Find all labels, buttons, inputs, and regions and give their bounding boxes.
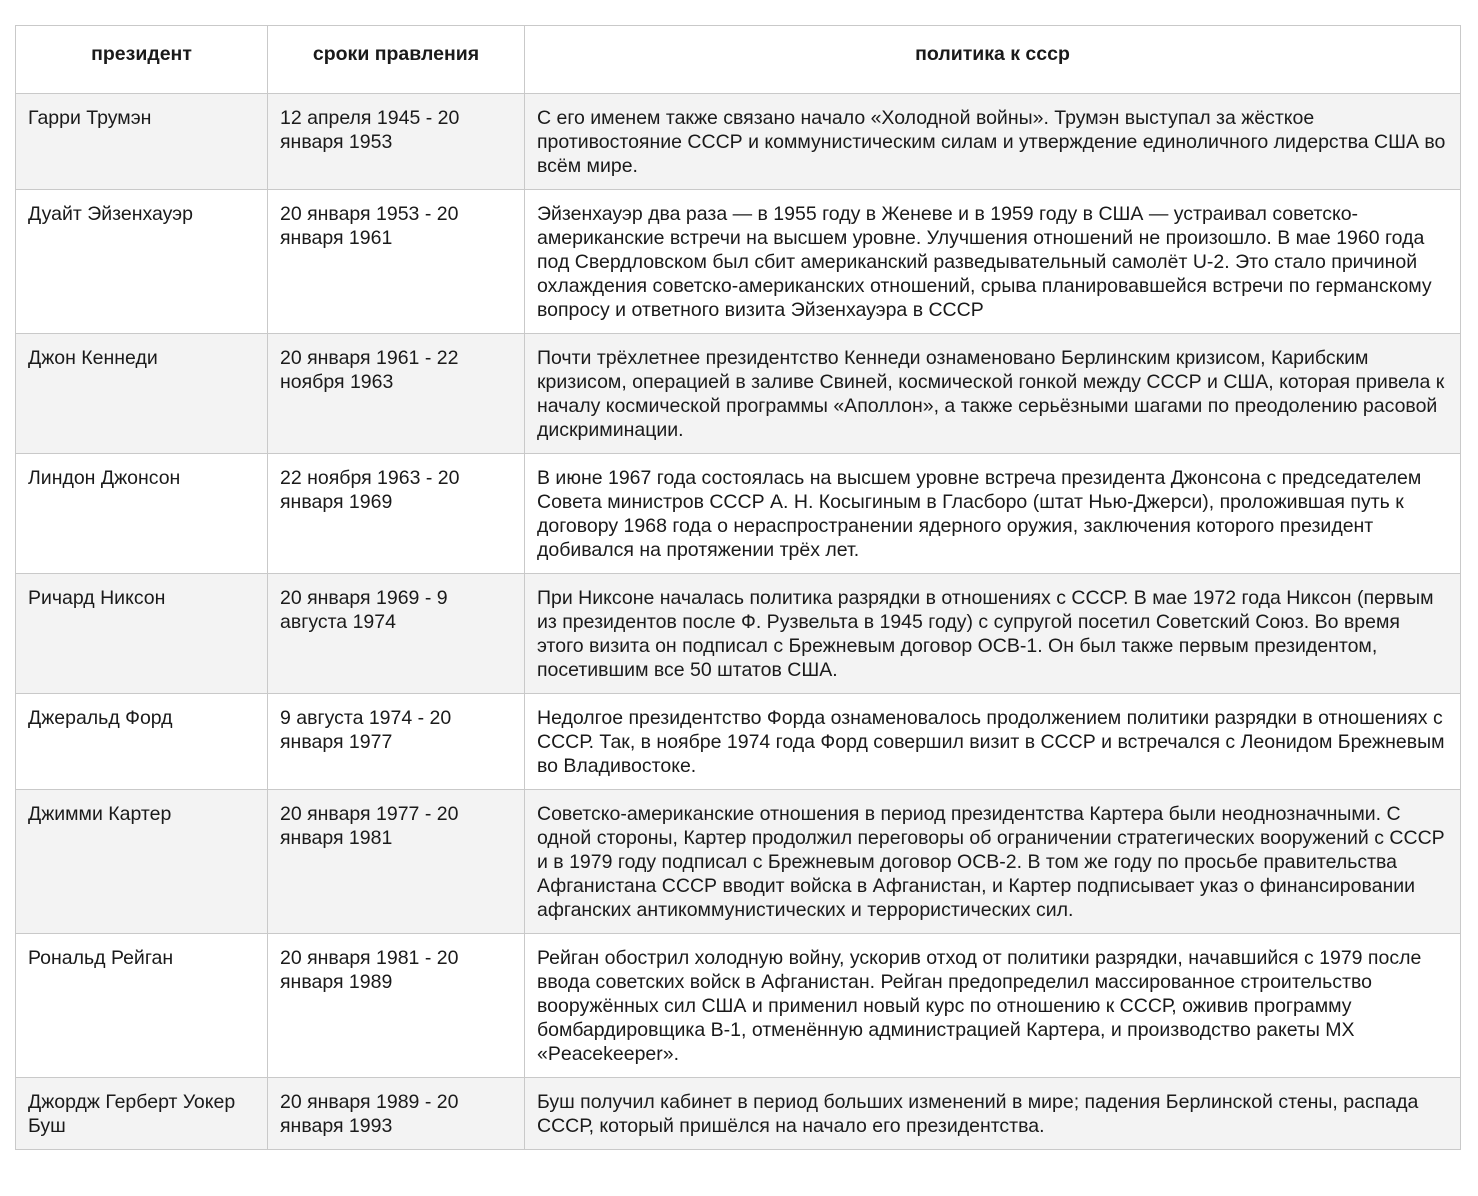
cell-president: Дуайт Эйзенхауэр <box>16 190 268 334</box>
cell-president: Джордж Герберт Уокер Буш <box>16 1078 268 1150</box>
cell-policy: В июне 1967 года состоялась на высшем уровне встреча президента Джонсона с председателем Совета министров СССР А. Н. Косыгиным в Гласборо (штат Нью-Джерси), проложившая путь к договору 1968 года о нераспространении ядерного оружия, заключения которого президент добивался на протяжении трёх лет. <box>525 454 1461 574</box>
table-row <box>16 934 1461 1078</box>
cell-term: 22 ноября 1963 - 20 января 1969 <box>268 454 525 574</box>
table-row <box>16 190 1461 334</box>
table-row <box>16 790 1461 934</box>
cell-policy: Советско-американские отношения в период президентства Картера были неоднозначными. С одной стороны, Картер продолжил переговоры об ограничении стратегических вооружений с СССР и в 1979 году подписал с Брежневым договор ОСВ-2. В том же году по просьбе правительства Афганистана СССР вводит войска в Афганистан, и Картер подписывает указ о финансировании афганских антикоммунистических и террористических сил. <box>525 790 1461 934</box>
presidents-table-container <box>15 25 1460 1150</box>
cell-policy: При Никсоне началась политика разрядки в отношениях с СССР. В мае 1972 года Никсон (первым из президентов после Ф. Рузвельта в 1945 году) с супругой посетил Советский Союз. Во время этого визита он подписал с Брежневым договор ОСВ-1. Он был также первым президентом, посетившим все 50 штатов США. <box>525 574 1461 694</box>
cell-term: 20 января 1969 - 9 августа 1974 <box>268 574 525 694</box>
cell-policy: Недолгое президентство Форда ознаменовалось продолжением политики разрядки в отношениях с СССР. Так, в ноябре 1974 года Форд совершил визит в СССР и встречался с Леонидом Брежневым во Владивостоке. <box>525 694 1461 790</box>
cell-policy: Почти трёхлетнее президентство Кеннеди ознаменовано Берлинским кризисом, Карибским кризисом, операцией в заливе Свиней, космической гонкой между СССР и США, которая привела к началу космической программы «Аполлон», а также серьёзными шагами по преодолению расовой дискриминации. <box>525 334 1461 454</box>
table-row <box>16 574 1461 694</box>
cell-president: Джеральд Форд <box>16 694 268 790</box>
cell-term: 12 апреля 1945 - 20 января 1953 <box>268 94 525 190</box>
cell-policy: Буш получил кабинет в период больших изменений в мире; падения Берлинской стены, распада СССР, который пришёлся на начало его президентства. <box>525 1078 1461 1150</box>
cell-president: Ричард Никсон <box>16 574 268 694</box>
header-president: президент <box>16 26 268 94</box>
cell-president: Джон Кеннеди <box>16 334 268 454</box>
cell-president: Гарри Трумэн <box>16 94 268 190</box>
cell-president: Линдон Джонсон <box>16 454 268 574</box>
cell-term: 20 января 1961 - 22 ноября 1963 <box>268 334 525 454</box>
table-row <box>16 1078 1461 1150</box>
cell-policy: Рейган обострил холодную войну, ускорив отход от политики разрядки, начавшийся с 1979 после ввода советских войск в Афганистан. Рейган предопределил массированное строительство вооружённых сил США и применил новый курс по отношению к СССР, оживив программу бомбардировщика B-1, отменённую администрацией Картера, и производство ракеты MX «Peacekeeper». <box>525 934 1461 1078</box>
cell-policy: Эйзенхауэр два раза — в 1955 году в Женеве и в 1959 году в США — устраивал советско-американские встречи на высшем уровне. Улучшения отношений не произошло. В мае 1960 года под Свердловском был сбит американский разведывательный самолёт U-2. Это стало причиной охлаждения советско-американских отношений, срыва планировавшейся встречи по германскому вопросу и ответного визита Эйзенхауэра в СССР <box>525 190 1461 334</box>
cell-president: Джимми Картер <box>16 790 268 934</box>
cell-term: 9 августа 1974 - 20 января 1977 <box>268 694 525 790</box>
table-row <box>16 454 1461 574</box>
table-row <box>16 334 1461 454</box>
cell-term: 20 января 1953 - 20 января 1961 <box>268 190 525 334</box>
table-row <box>16 94 1461 190</box>
cell-policy: С его именем также связано начало «Холодной войны». Трумэн выступал за жёсткое противостояние СССР и коммунистическим силам и утверждение единоличного лидерства США во всём мире. <box>525 94 1461 190</box>
cell-term: 20 января 1981 - 20 января 1989 <box>268 934 525 1078</box>
cell-term: 20 января 1989 - 20 января 1993 <box>268 1078 525 1150</box>
header-term: сроки правления <box>268 26 525 94</box>
table-row <box>16 694 1461 790</box>
header-policy: политика к ссср <box>525 26 1461 94</box>
table-header-row <box>16 26 1461 94</box>
cell-term: 20 января 1977 - 20 января 1981 <box>268 790 525 934</box>
presidents-table <box>15 25 1461 1150</box>
cell-president: Рональд Рейган <box>16 934 268 1078</box>
